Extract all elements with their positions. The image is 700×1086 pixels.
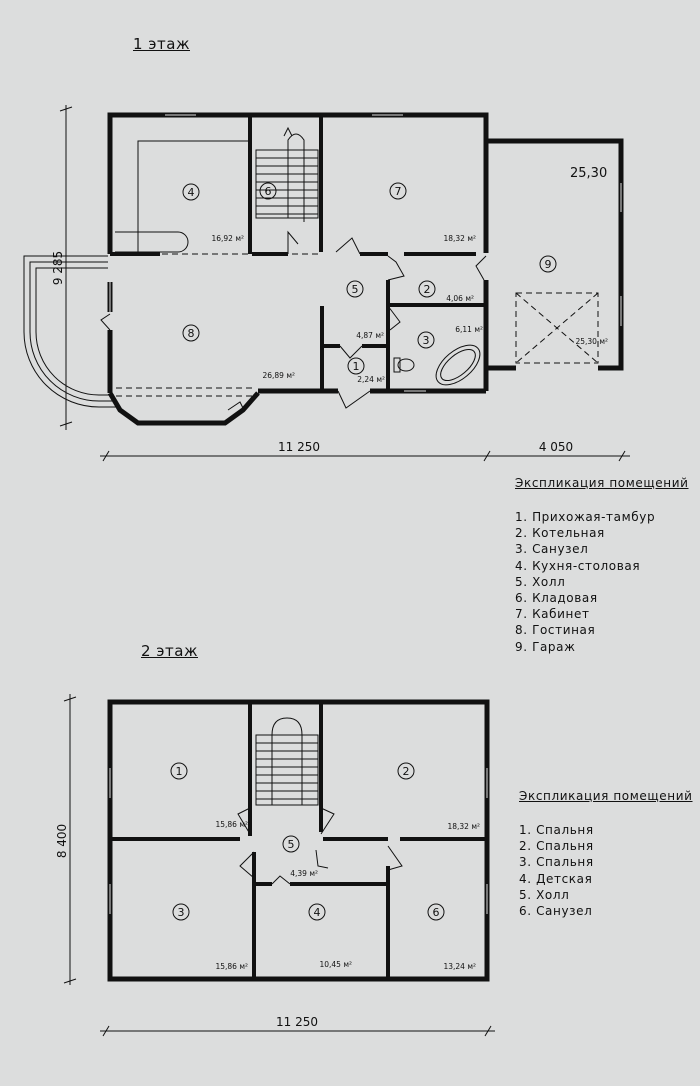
- explication-item: 3. Санузел: [515, 542, 589, 557]
- f2-room-1-area: 15,86 м²: [215, 820, 248, 829]
- f1-room-5-number: 5: [351, 283, 359, 296]
- f2-room-5-area: 4,39 м²: [290, 869, 318, 878]
- f1-dim-width-garage: 4 050: [538, 440, 574, 454]
- floor2-explication: [519, 789, 693, 919]
- f1-room-5-area: 4,87 м²: [356, 331, 384, 340]
- f1-room-9-number: 9: [544, 258, 552, 271]
- f1-room-7-number: 7: [394, 185, 402, 198]
- floor2-explication-title: Экспликация помещений: [519, 789, 693, 803]
- f1-dim-height: 9 285: [51, 250, 65, 286]
- f2-room-3-number: 3: [177, 906, 185, 919]
- explication-item: 6. Санузел: [519, 903, 593, 918]
- f1-room-1-number: 1: [352, 360, 360, 373]
- f1-room-6-number: 6: [264, 185, 272, 198]
- explication-item: 7. Кабинет: [515, 607, 590, 622]
- f1-dim-width-main: 11 250: [278, 440, 320, 454]
- floor1-title: 1 этаж: [133, 35, 190, 53]
- explication-item: 9. Гараж: [515, 639, 576, 654]
- f2-room-4-area: 10,45 м²: [319, 960, 352, 969]
- f2-room-6-area: 13,24 м²: [443, 962, 476, 971]
- explication-item: 1. Спальня: [519, 823, 594, 837]
- f2-room-2-number: 2: [402, 765, 410, 778]
- explication-item: 5. Холл: [515, 574, 566, 589]
- explication-item: 2. Котельная: [515, 526, 605, 541]
- floor2-title: 2 этаж: [141, 642, 198, 660]
- explication-item: 6. Кладовая: [515, 590, 598, 605]
- explication-item: 4. Детская: [519, 871, 593, 886]
- f1-room-2-area: 4,06 м²: [446, 294, 474, 303]
- f1-room-8-area: 26,89 м²: [262, 371, 295, 380]
- explication-item: 2. Спальня: [519, 839, 594, 854]
- explication-item: 1. Прихожая-тамбур: [515, 510, 656, 524]
- floor2-room-markers: [171, 763, 444, 920]
- f1-room-4-number: 4: [187, 186, 195, 199]
- f2-room-4-number: 4: [313, 906, 321, 919]
- f2-room-5-number: 5: [287, 838, 295, 851]
- f2-room-3-area: 15,86 м²: [215, 962, 248, 971]
- explication-item: 3. Спальня: [519, 855, 594, 870]
- f1-room-9-area: 25,30 м²: [575, 337, 608, 346]
- explication-item: 8. Гостиная: [515, 623, 596, 638]
- explication-item: 5. Холл: [519, 887, 570, 902]
- f1-room-1-area: 2,24 м²: [357, 375, 385, 384]
- f1-room-7-area: 18,32 м²: [443, 234, 476, 243]
- floor1-explication-title: Экспликация помещений: [515, 476, 689, 490]
- floor2-plan: [64, 694, 495, 1036]
- explication-item: 4. Кухня-столовая: [515, 558, 641, 573]
- f1-room-8-number: 8: [187, 327, 195, 340]
- f1-room-3-area: 6,11 м²: [455, 325, 483, 334]
- f1-room-4-area: 16,92 м²: [211, 234, 244, 243]
- f2-room-6-number: 6: [432, 906, 440, 919]
- floor1-explication: [515, 476, 689, 655]
- f2-room-2-area: 18,32 м²: [447, 822, 480, 831]
- f1-room-2-number: 2: [423, 283, 431, 296]
- f2-dim-height: 8 400: [55, 823, 69, 859]
- f2-dim-width: 11 250: [276, 1015, 318, 1029]
- f1-room-3-number: 3: [422, 334, 430, 347]
- f2-room-1-number: 1: [175, 765, 183, 778]
- floor1-plan: [24, 105, 630, 461]
- f1-garage-label: 25,30: [570, 166, 608, 181]
